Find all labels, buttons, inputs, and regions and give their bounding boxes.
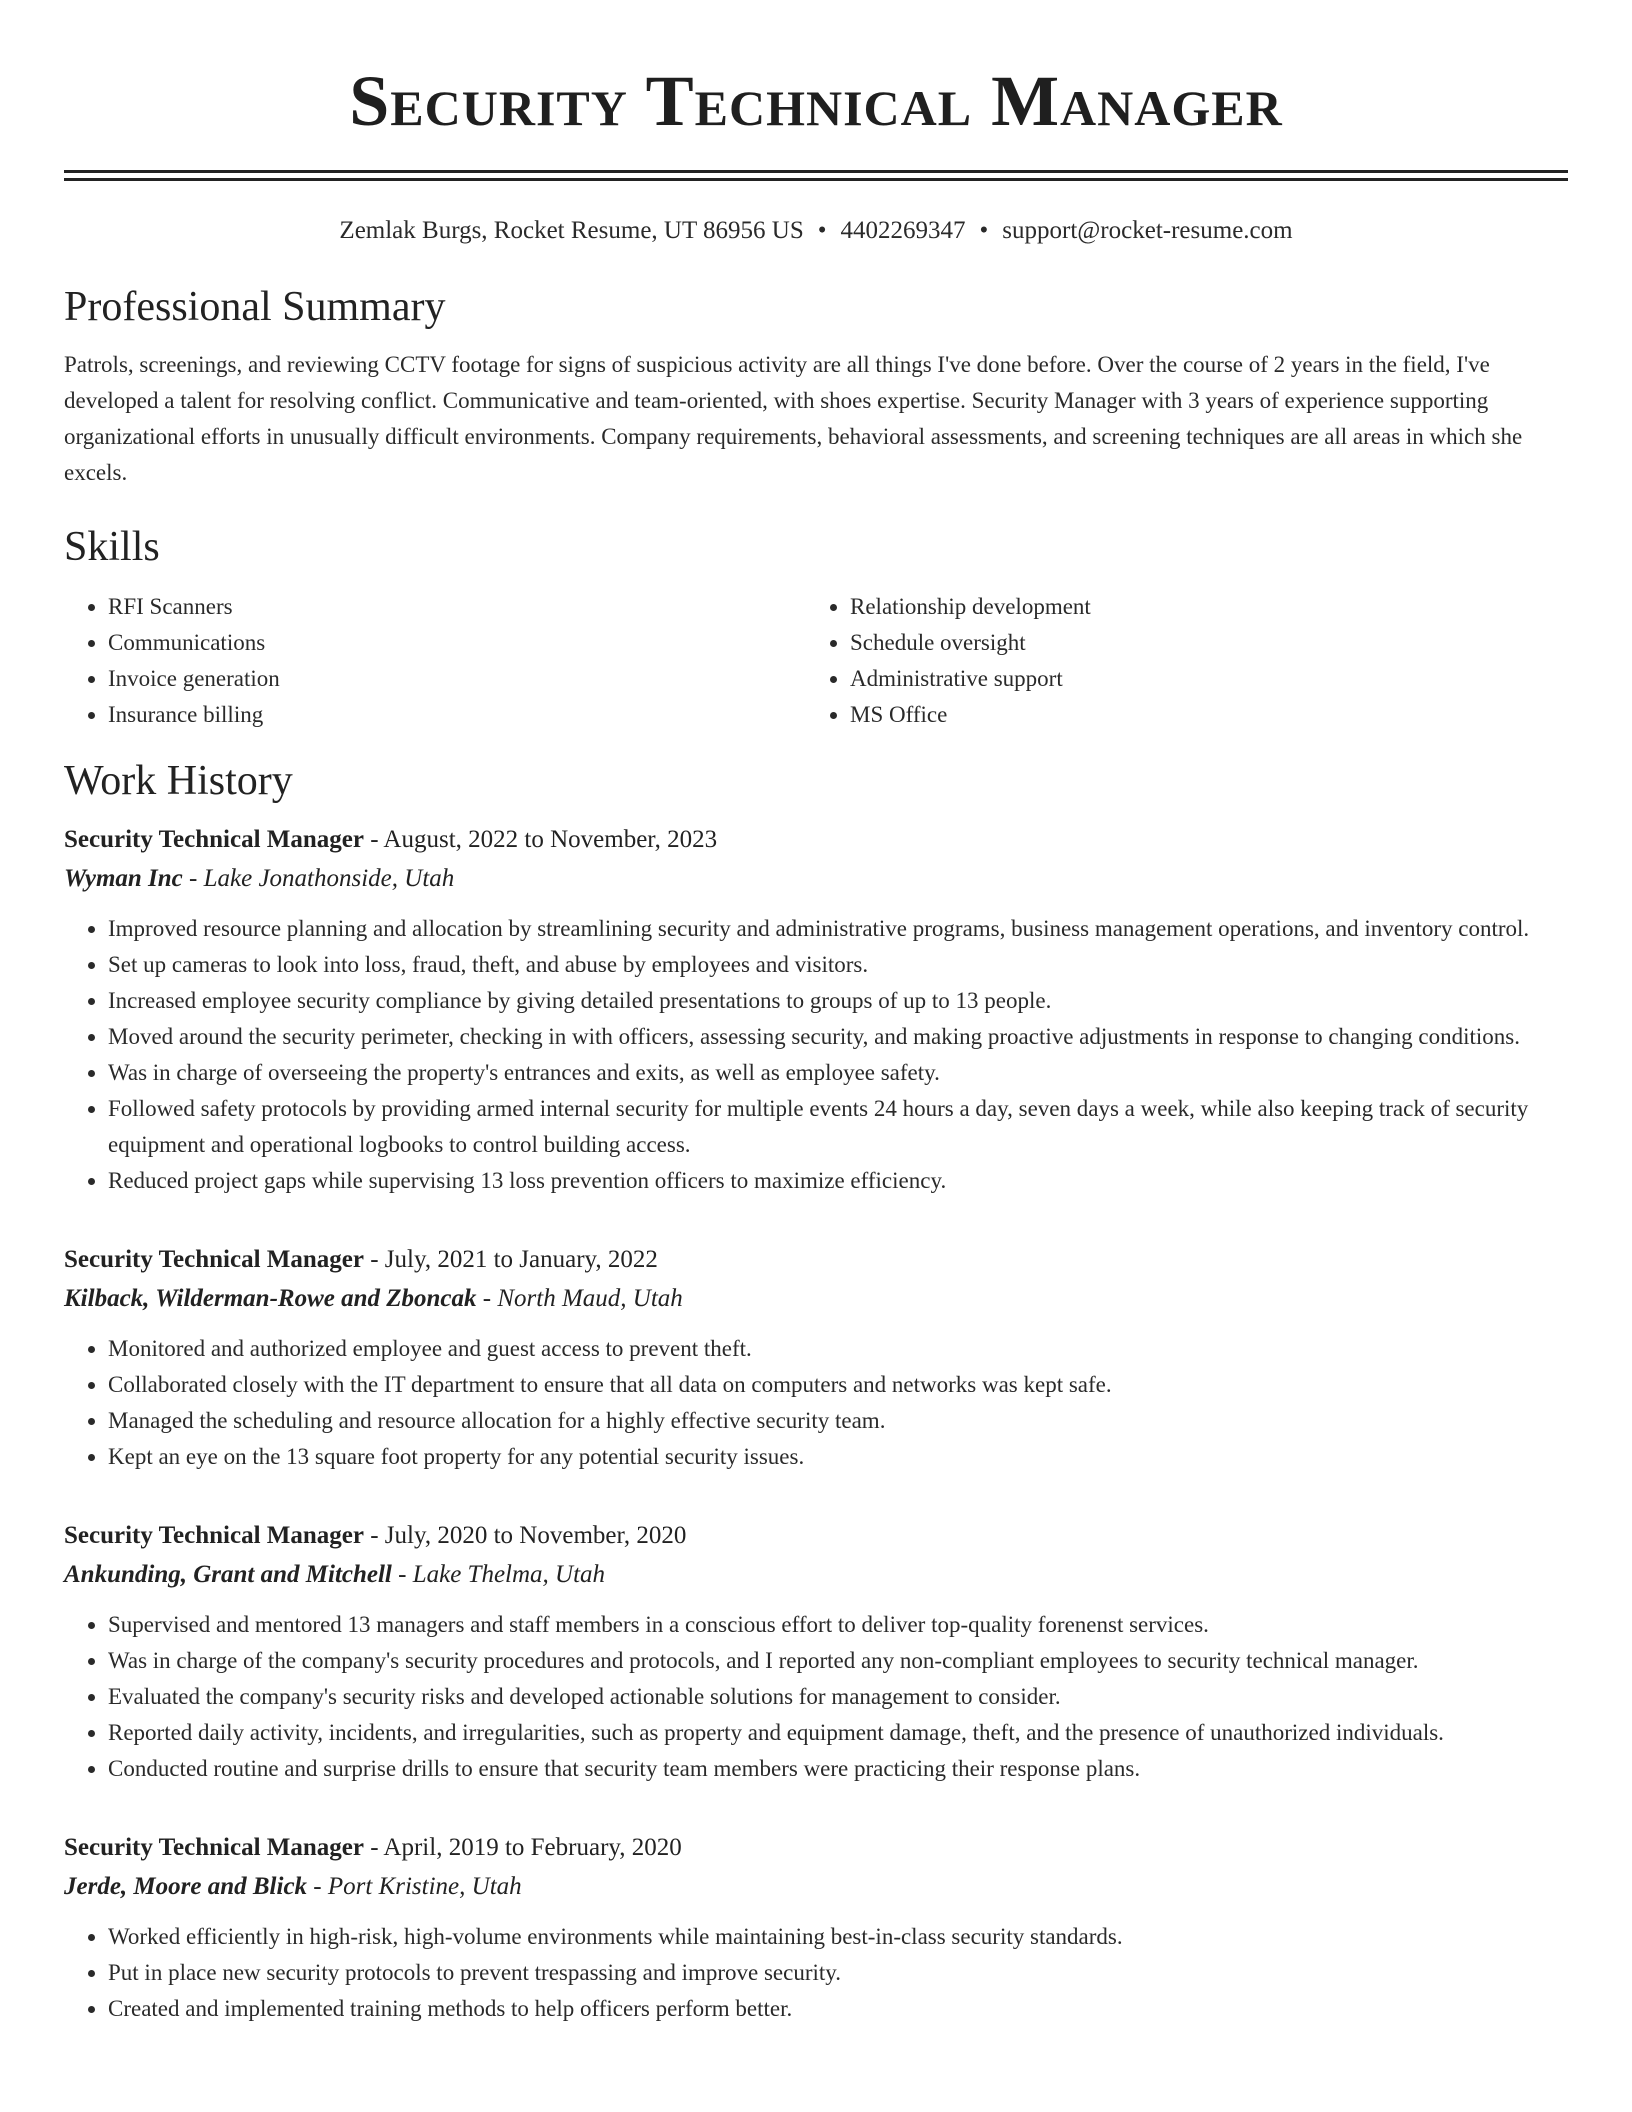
job-title: Security Technical Manager bbox=[64, 1522, 364, 1549]
job-entry bbox=[64, 1517, 1568, 1787]
job-company-line bbox=[64, 859, 1568, 899]
job-bullet: • Supervised and mentored 13 managers and staff members in a conscious effort to deliver top-quality forenenst services. bbox=[108, 1607, 1568, 1643]
job-company-line bbox=[64, 1555, 1568, 1595]
skill-item: • MS Office bbox=[850, 697, 1548, 733]
job-location: - Port Kristine, Utah bbox=[307, 1873, 522, 1900]
job-bullets bbox=[64, 1607, 1568, 1787]
job-entry bbox=[64, 1241, 1568, 1475]
job-company: Ankunding, Grant and Mitchell bbox=[64, 1561, 392, 1588]
job-bullet: • Followed safety protocols by providing armed internal security for multiple events 24 hours a day, seven days a week, while also keeping track of security equipment and operational logbooks to control building access. bbox=[108, 1091, 1568, 1163]
job-bullets bbox=[64, 911, 1568, 1199]
job-bullet: • Reduced project gaps while supervising 13 loss prevention officers to maximize efficiency. bbox=[108, 1163, 1568, 1199]
contact-email: support@rocket-resume.com bbox=[1002, 217, 1293, 244]
job-bullet: • Collaborated closely with the IT department to ensure that all data on computers and networks was kept safe. bbox=[108, 1367, 1568, 1403]
contact-separator: • bbox=[979, 217, 989, 244]
job-entry bbox=[64, 821, 1568, 1199]
work-history-heading: Work History bbox=[64, 758, 293, 804]
job-dates: - July, 2020 to November, 2020 bbox=[363, 1522, 687, 1549]
job-company-line bbox=[64, 1279, 1568, 1319]
job-company: Wyman Inc bbox=[64, 865, 183, 892]
job-bullet: • Put in place new security protocols to prevent trespassing and improve security. bbox=[108, 1955, 1568, 1991]
job-bullet: • Evaluated the company's security risks and developed actionable solutions for management to consider. bbox=[108, 1679, 1568, 1715]
contact-separator: • bbox=[817, 217, 827, 244]
job-dates: - April, 2019 to February, 2020 bbox=[363, 1834, 682, 1861]
job-dates: - July, 2021 to January, 2022 bbox=[363, 1246, 658, 1273]
job-title: Security Technical Manager bbox=[64, 826, 364, 853]
skill-item: • Insurance billing bbox=[108, 697, 806, 733]
job-bullet: • Worked efficiently in high-risk, high-volume environments while maintaining best-in-class security standards. bbox=[108, 1919, 1568, 1955]
job-company: Kilback, Wilderman-Rowe and Zboncak bbox=[64, 1285, 477, 1312]
job-dates: - August, 2022 to November, 2023 bbox=[363, 826, 718, 853]
job-title: Security Technical Manager bbox=[64, 1834, 364, 1861]
skills-heading: Skills bbox=[64, 524, 160, 570]
resume-title: Security Technical Manager bbox=[349, 61, 1283, 141]
skill-item: • RFI Scanners bbox=[108, 589, 806, 625]
job-bullet: • Conducted routine and surprise drills to ensure that security team members were practicing their response plans. bbox=[108, 1751, 1568, 1787]
job-bullet: • Moved around the security perimeter, checking in with officers, assessing security, and making proactive adjustments in response to changing conditions. bbox=[108, 1019, 1568, 1055]
job-bullet: • Managed the scheduling and resource allocation for a highly effective security team. bbox=[108, 1403, 1568, 1439]
title-double-rule bbox=[64, 170, 1568, 181]
job-company: Jerde, Moore and Blick bbox=[64, 1873, 308, 1900]
job-title-line bbox=[64, 821, 1568, 859]
job-location: - Lake Thelma, Utah bbox=[391, 1561, 606, 1588]
job-bullet: • Reported daily activity, incidents, and irregularities, such as property and equipment damage, theft, and the presence of unauthorized individuals. bbox=[108, 1715, 1568, 1751]
skills-columns bbox=[64, 589, 1568, 733]
job-title-line bbox=[64, 1241, 1568, 1279]
job-location: - North Maud, Utah bbox=[476, 1285, 683, 1312]
job-bullet: • Improved resource planning and allocation by streamlining security and administrative programs, business management operations, and inventory control. bbox=[108, 911, 1568, 947]
skill-item: • Relationship development bbox=[850, 589, 1548, 625]
job-bullet: • Increased employee security compliance by giving detailed presentations to groups of up to 13 people. bbox=[108, 983, 1568, 1019]
job-bullet: • Kept an eye on the 13 square foot property for any potential security issues. bbox=[108, 1439, 1568, 1475]
job-bullets bbox=[64, 1331, 1568, 1475]
contact-line bbox=[64, 215, 1568, 247]
job-entry bbox=[64, 1829, 1568, 2027]
job-bullets bbox=[64, 1919, 1568, 2027]
job-bullet: • Created and implemented training methods to help officers perform better. bbox=[108, 1991, 1568, 2027]
job-location: - Lake Jonathonside, Utah bbox=[182, 865, 455, 892]
job-bullet: • Monitored and authorized employee and guest access to prevent theft. bbox=[108, 1331, 1568, 1367]
summary-text: Patrols, screenings, and reviewing CCTV footage for signs of suspicious activity are all things I've done before. Over the course of 2 years in the field, I've developed a talent for resolving conflict. Communicative and team-oriented, with shoes expertise. Security Manager with 3 years of experience supporting organizational efforts in unusually difficult environments. Company requirements, behavioral assessments, and screening techniques are all areas in which she excels. bbox=[64, 352, 1523, 485]
resume-page bbox=[64, 0, 1568, 2027]
summary-heading: Professional Summary bbox=[64, 284, 446, 330]
job-title-line bbox=[64, 1829, 1568, 1867]
skills-right-list bbox=[806, 589, 1548, 733]
skills-left-list bbox=[64, 589, 806, 733]
job-bullet: • Set up cameras to look into loss, fraud, theft, and abuse by employees and visitors. bbox=[108, 947, 1568, 983]
skill-item: • Administrative support bbox=[850, 661, 1548, 697]
job-bullet: • Was in charge of the company's security procedures and protocols, and I reported any non-compliant employees to security technical manager. bbox=[108, 1643, 1568, 1679]
skill-item: • Communications bbox=[108, 625, 806, 661]
job-bullet: • Was in charge of overseeing the property's entrances and exits, as well as employee safety. bbox=[108, 1055, 1568, 1091]
job-company-line bbox=[64, 1867, 1568, 1907]
job-title-line bbox=[64, 1517, 1568, 1555]
job-title: Security Technical Manager bbox=[64, 1246, 364, 1273]
contact-address: Zemlak Burgs, Rocket Resume, UT 86956 US bbox=[339, 217, 804, 244]
contact-phone: 4402269347 bbox=[840, 217, 966, 244]
skill-item: • Invoice generation bbox=[108, 661, 806, 697]
skill-item: • Schedule oversight bbox=[850, 625, 1548, 661]
